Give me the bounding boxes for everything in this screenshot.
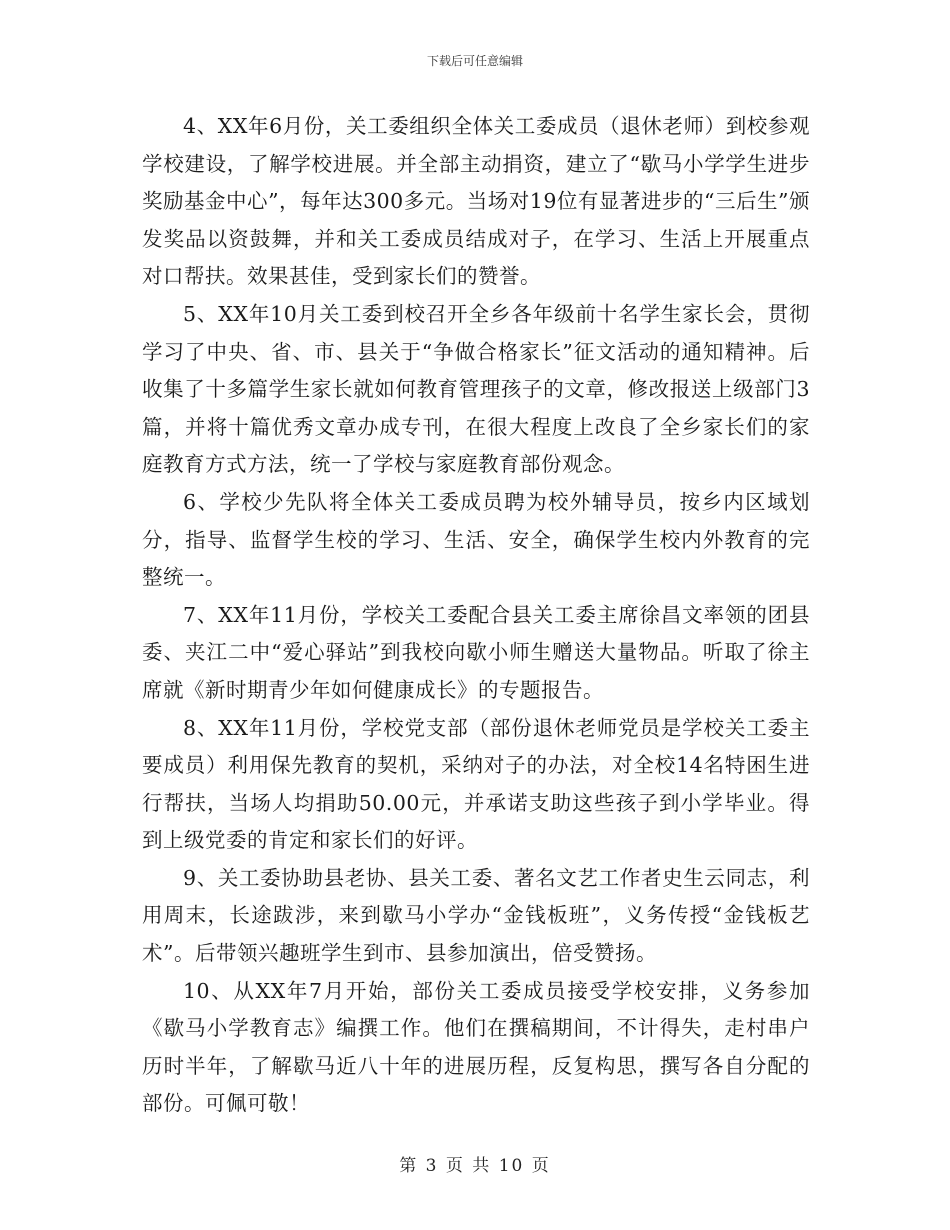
- page-header: 下载后可任意编辑: [426, 54, 523, 68]
- paragraph-item-6: 6、学校少先队将全体关工委成员聘为校外辅导员，按乡内区域划分，指导、监督学生校的学习、生活、安全，确保学生校内外教育的完整统一。: [142, 489, 810, 590]
- paragraph-item-9: 9、关工委协助县老协、县关工委、著名文艺工作者史生云同志，利用周末，长途跋涉，来到歇马小学办“金钱板班”，义务传授“金钱板艺术”。后带领兴趣班学生到市、县参加演出，倍受赞扬。: [142, 865, 810, 966]
- paragraph-item-5: 5、XX年10月关工委到校召开全乡各年级前十名学生家长会，贯彻学习了中央、省、市、县关于“争做合格家长”征文活动的通知精神。后收集了十多篇学生家长就如何教育管理孩子的文章，修改报送上级部门3篇，并将十篇优秀文章办成专刊，在很大程度上改良了全乡家长们的家庭教育方式方法，统一了学校与家庭教育部份观念。: [142, 301, 810, 477]
- paragraph-item-7: 7、XX年11月份，学校关工委配合县关工委主席徐昌文率领的团县委、夹江二中“爱心驿站”到我校向歇小师生赠送大量物品。听取了徐主席就《新时期青少年如何健康成长》的专题报告。: [142, 602, 810, 702]
- page-number-footer: 第 3 页 共 10 页: [399, 1156, 551, 1176]
- document-body: [142, 108, 810, 1123]
- paragraph-item-8: 8、XX年11月份，学校党支部（部份退休老师党员是学校关工委主要成员）利用保先教育的契机，采纳对子的办法，对全校14名特困生进行帮扶，当场人均捐助50.00元，并承诺支助这些孩子到小学毕业。得到上级党委的肯定和家长们的好评。: [142, 715, 810, 853]
- paragraph-item-10: 10、从XX年7月开始，部份关工委成员接受学校安排，义务参加《歇马小学教育志》编撰工作。他们在撰稿期间，不计得失，走村串户历时半年，了解歇马近八十年的进展历程，反复构思，撰写各自分配的部份。可佩可敬！: [142, 978, 810, 1116]
- paragraph-item-4: 4、XX年6月份，关工委组织全体关工委成员（退休老师）到校参观学校建设，了解学校进展。并全部主动捐资，建立了“歇马小学学生进步奖励基金中心”，每年达300多元。当场对19位有显著进步的“三后生”颁发奖品以资鼓舞，并和关工委成员结成对子，在学习、生活上开展重点对口帮扶。效果甚佳，受到家长们的赞誉。: [142, 114, 810, 289]
